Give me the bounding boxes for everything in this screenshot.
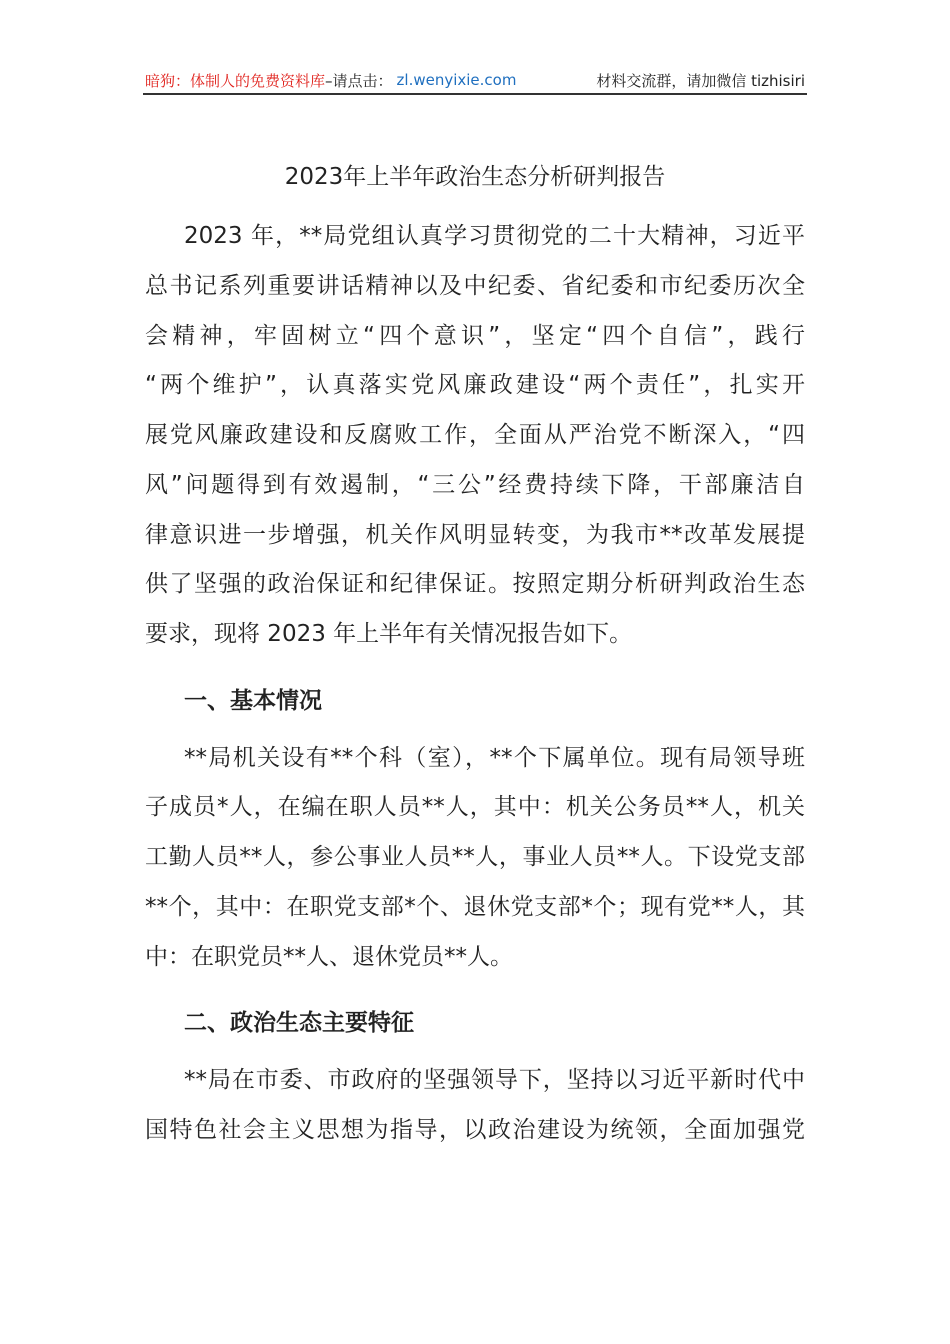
section-heading-features: 二、政治生态主要特征 xyxy=(184,1010,414,1036)
text-line: 会精神，牢固树立“四个意识”，坚定“四个自信”，践行 xyxy=(145,323,805,349)
text-line: 供了坚强的政治保证和纪律保证。按照定期分析研判政治生态 xyxy=(145,571,805,597)
text-line: 要求，现将 2023 年上半年有关情况报告如下。 xyxy=(145,621,633,647)
click-prompt: –请点击： xyxy=(325,71,393,90)
text-line: **局在市委、市政府的坚强领导下，坚持以习近平新时代中 xyxy=(184,1067,805,1093)
text-line: 展党风廉政建设和反腐败工作，全面从严治党不断深入，“四 xyxy=(145,422,805,448)
text-line: “两个维护”，认真落实党风廉政建设“两个责任”，扎实开 xyxy=(145,372,805,398)
page-header xyxy=(145,68,805,92)
document-title: 2023年上半年政治生态分析研判报告 xyxy=(284,164,666,190)
site-link[interactable]: zl.wenyixie.com xyxy=(396,71,517,89)
text-line: 律意识进一步增强，机关作风明显转变，为我市**改革发展提 xyxy=(145,522,805,548)
site-name: 暗狗：体制人的免费资料库 xyxy=(145,71,326,90)
text-line: 总书记系列重要讲话精神以及中纪委、省纪委和市纪委历次全 xyxy=(145,273,805,299)
wechat-note: 材料交流群，请加微信 tizhisiri xyxy=(596,71,805,90)
text-line: 2023 年，**局党组认真学习贯彻党的二十大精神，习近平 xyxy=(184,223,805,249)
section-heading-basic: 一、基本情况 xyxy=(184,688,322,714)
text-line: 风”问题得到有效遏制，“三公”经费持续下降，干部廉洁自 xyxy=(145,472,805,498)
text-line: 中：在职党员**人、退休党员**人。 xyxy=(145,944,513,970)
header-divider xyxy=(143,93,807,95)
text-line: 子成员*人，在编在职人员**人，其中：机关公务员**人，机关 xyxy=(145,794,805,820)
text-line: 工勤人员**人，参公事业人员**人，事业人员**人。下设党支部 xyxy=(145,844,805,870)
text-line: **个，其中：在职党支部*个、退休党支部*个；现有党**人，其 xyxy=(145,894,805,920)
text-line: **局机关设有**个科（室），**个下属单位。现有局领导班 xyxy=(184,745,805,771)
text-line: 国特色社会主义思想为指导，以政治建设为统领，全面加强党 xyxy=(145,1117,805,1143)
